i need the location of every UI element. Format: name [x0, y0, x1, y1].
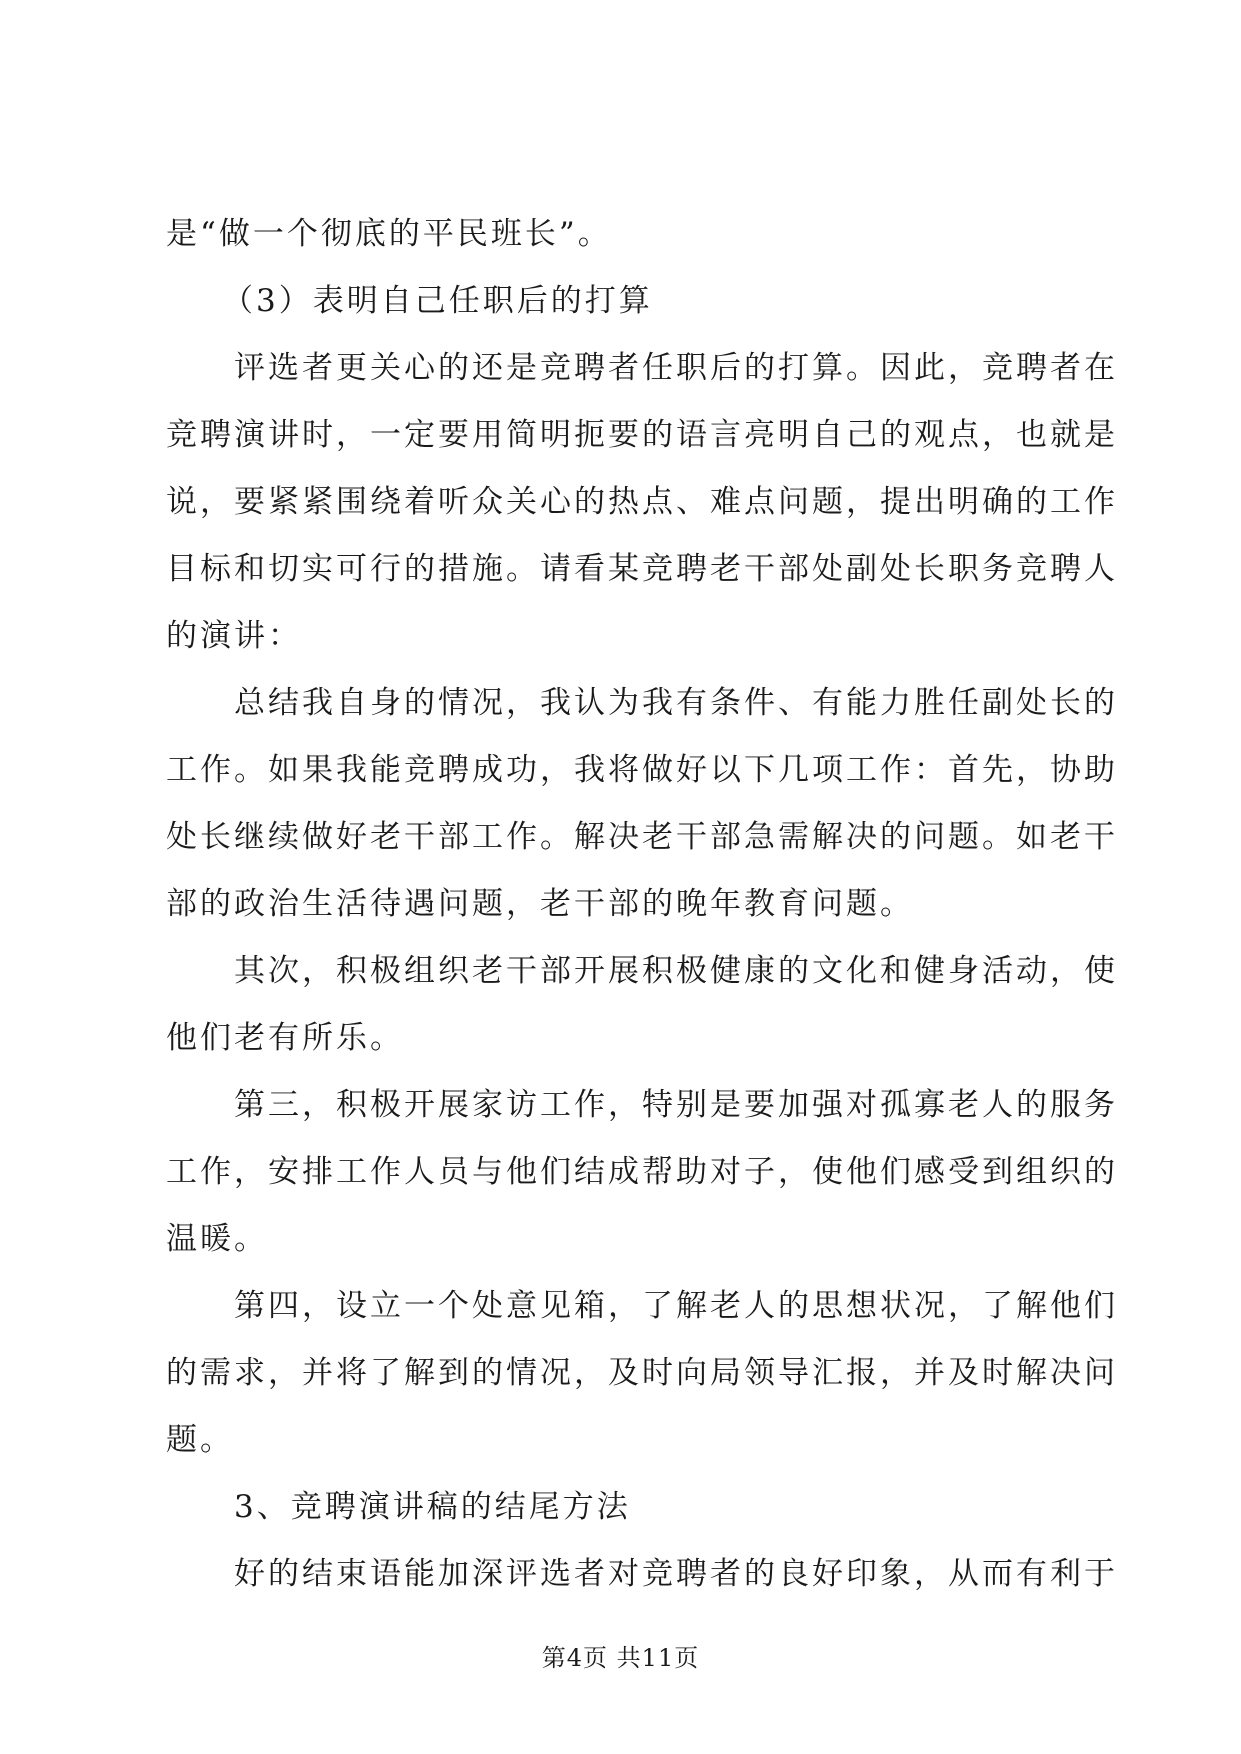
- section-heading: 3、竞聘演讲稿的结尾方法: [234, 1489, 631, 1525]
- text-line: 说，要紧紧围绕着听众关心的热点、难点问题，提出明确的工作: [166, 484, 1118, 520]
- text-line: 目标和切实可行的措施。请看某竞聘老干部处副处长职务竞聘人: [166, 551, 1118, 587]
- text-line: 工作。如果我能竞聘成功，我将做好以下几项工作：首先，协助: [166, 752, 1118, 788]
- text-line: 竞聘演讲时，一定要用简明扼要的语言亮明自己的观点，也就是: [166, 417, 1118, 453]
- page-footer: 第4页 共11页: [541, 1644, 700, 1672]
- section-heading: （3）表明自己任职后的打算: [222, 283, 653, 319]
- body-text: [166, 201, 1118, 1608]
- text-line: 总结我自身的情况，我认为我有条件、有能力胜任副处长的: [234, 685, 1118, 721]
- text-line: 部的政治生活待遇问题，老干部的晚年教育问题。: [166, 886, 914, 922]
- text-line: 的演讲：: [166, 618, 302, 654]
- text-line: 是“做一个彻底的平民班长”。: [166, 216, 612, 252]
- text-line: 处长继续做好老干部工作。解决老干部急需解决的问题。如老干: [166, 819, 1118, 855]
- text-line: 题。: [166, 1422, 234, 1458]
- text-line: 他们老有所乐。: [166, 1020, 404, 1056]
- text-line: 第四，设立一个处意见箱，了解老人的思想状况，了解他们: [234, 1288, 1118, 1324]
- text-line: 好的结束语能加深评选者对竞聘者的良好印象，从而有利于: [234, 1556, 1118, 1592]
- text-line: 温暖。: [166, 1221, 268, 1257]
- text-line: 其次，积极组织老干部开展积极健康的文化和健身活动，使: [234, 953, 1118, 989]
- text-line: 工作，安排工作人员与他们结成帮助对子，使他们感受到组织的: [166, 1154, 1118, 1190]
- text-line: 评选者更关心的还是竞聘者任职后的打算。因此，竞聘者在: [234, 350, 1118, 386]
- text-line: 第三，积极开展家访工作，特别是要加强对孤寡老人的服务: [234, 1087, 1118, 1123]
- text-line: 的需求，并将了解到的情况，及时向局领导汇报，并及时解决问: [166, 1355, 1118, 1391]
